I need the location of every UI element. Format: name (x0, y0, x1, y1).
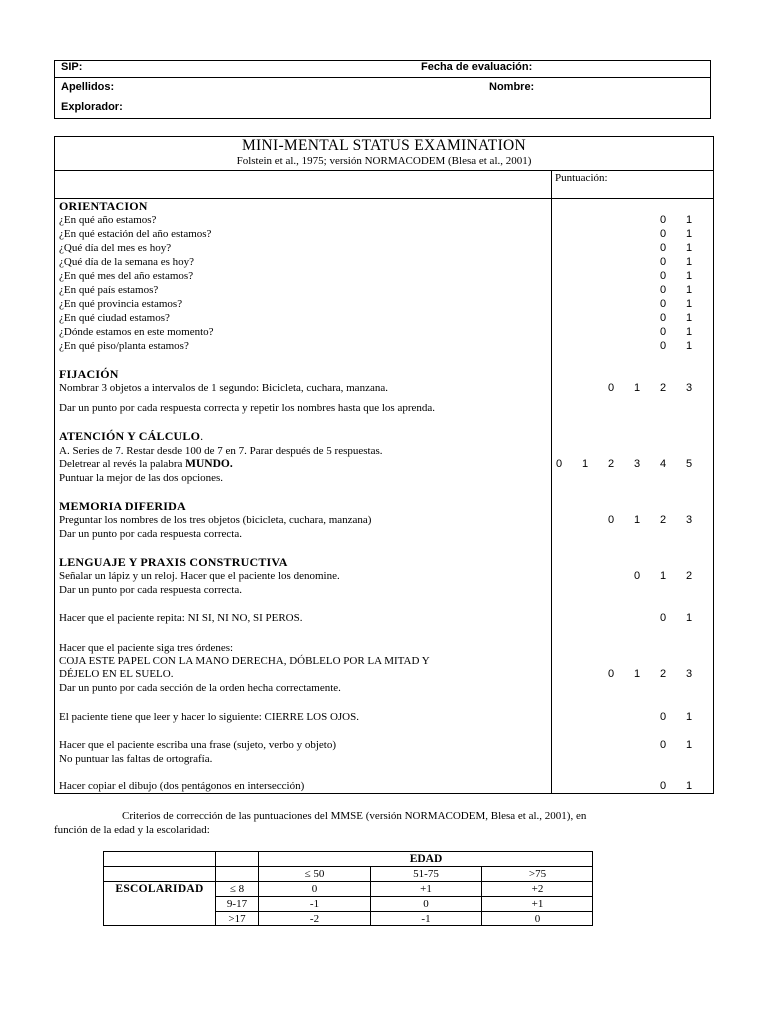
score-option[interactable]: 4 (659, 458, 667, 470)
score-option[interactable]: 3 (633, 458, 641, 470)
score-option[interactable]: 0 (659, 228, 667, 240)
orientacion-question: ¿En qué ciudad estamos? (59, 312, 170, 324)
explorador-field[interactable]: Explorador: (61, 101, 123, 113)
criterios-text-line2: función de la edad y la escolaridad: (54, 824, 210, 836)
score-option[interactable]: 1 (685, 312, 693, 324)
score-option[interactable]: 1 (685, 214, 693, 226)
atencion-series-instruction: A. Series de 7. Restar desde 100 de 7 en 7. Parar después de 5 respuestas. (59, 445, 383, 457)
lenguaje-lapiz-instruction: Señalar un lápiz y un reloj. Hacer que el paciente los denomine. (59, 570, 340, 582)
score-option[interactable]: 1 (685, 298, 693, 310)
lenguaje-ordenes-intro: Hacer que el paciente siga tres órdenes: (59, 642, 234, 654)
table-cell: +1 (420, 883, 432, 895)
score-option[interactable]: 0 (607, 668, 615, 680)
nombre-field[interactable]: Nombre: (489, 81, 535, 93)
table-cell: 0 (534, 913, 541, 925)
score-option[interactable]: 3 (685, 382, 693, 394)
score-option[interactable]: 2 (659, 514, 667, 526)
score-option[interactable]: 1 (633, 514, 641, 526)
score-option[interactable]: 1 (581, 458, 589, 470)
score-option[interactable]: 0 (659, 612, 667, 624)
exam-title: MINI-MENTAL STATUS EXAMINATION (241, 137, 527, 154)
orientacion-question: ¿En qué piso/planta estamos? (59, 340, 189, 352)
age-header-51-75: 51-75 (413, 868, 439, 880)
score-option[interactable]: 2 (685, 570, 693, 582)
table-cell: 0 (311, 883, 318, 895)
memoria-scoring-note: Dar un punto por cada respuesta correcta. (59, 528, 242, 540)
score-option[interactable]: 3 (685, 514, 693, 526)
table-cell: -2 (309, 913, 320, 925)
score-option[interactable]: 1 (659, 570, 667, 582)
score-option[interactable]: 0 (659, 298, 667, 310)
score-option[interactable]: 0 (659, 312, 667, 324)
orientacion-question: ¿En qué estación del año estamos? (59, 228, 212, 240)
score-option[interactable]: 0 (555, 458, 563, 470)
section-memoria-title: MEMORIA DIFERIDA (59, 499, 186, 513)
score-option[interactable]: 1 (685, 326, 693, 338)
score-option[interactable]: 0 (659, 256, 667, 268)
section-orientacion-title: ORIENTACION (59, 199, 148, 213)
score-option[interactable]: 1 (685, 284, 693, 296)
score-option[interactable]: 0 (633, 570, 641, 582)
table-cell: +2 (531, 883, 544, 895)
table-cell: 0 (423, 898, 429, 910)
score-option[interactable]: 0 (659, 780, 667, 792)
header-row-divider (55, 198, 713, 199)
score-option[interactable]: 1 (685, 270, 693, 282)
score-column-divider (551, 170, 552, 793)
score-option[interactable]: 1 (685, 228, 693, 240)
score-option[interactable]: 1 (685, 711, 693, 723)
sip-field[interactable]: SIP: (61, 61, 83, 73)
lenguaje-frase-instruction: Hacer que el paciente escriba una frase (sujeto, verbo y objeto) (59, 739, 337, 751)
fijacion-scoring-note: Dar un punto por cada respuesta correcta y repetir los nombres hasta que los aprenda. (59, 402, 435, 414)
section-atencion-title: ATENCIÓN Y CÁLCULO. (59, 429, 204, 443)
score-option[interactable]: 1 (685, 780, 693, 792)
edu-row-2-label: 9-17 (226, 898, 248, 910)
edu-row-3-label: >17 (228, 913, 246, 925)
orientacion-question: ¿En qué país estamos? (59, 284, 159, 296)
atencion-mundo-word: MUNDO. (185, 458, 233, 470)
criterios-text-line1: Criterios de corrección de las puntuaciones del MMSE (versión NORMACODEM, Blesa et al., 2001), en (122, 810, 587, 822)
atencion-mundo-text: Deletrear al revés la palabra (59, 458, 186, 470)
edu-row-1-label: ≤ 8 (229, 883, 245, 895)
lenguaje-repita-instruction: Hacer que el paciente repita: NI SI, NI NO, SI PEROS. (59, 612, 303, 624)
lenguaje-copiar-instruction: Hacer copiar el dibujo (dos pentágonos en intersección) (59, 780, 305, 792)
score-option[interactable]: 2 (659, 382, 667, 394)
section-fijacion-title: FIJACIÓN (59, 367, 119, 381)
score-option[interactable]: 3 (685, 668, 693, 680)
orientacion-question: ¿Qué día del mes es hoy? (59, 242, 172, 254)
header-divider (55, 77, 710, 78)
score-option[interactable]: 0 (659, 340, 667, 352)
orientacion-question: ¿Qué día de la semana es hoy? (59, 256, 194, 268)
fijacion-instruction: Nombrar 3 objetos a intervalos de 1 segundo: Bicicleta, cuchara, manzana. (59, 382, 388, 394)
lenguaje-ordenes-command-2: DÉJELO EN EL SUELO. (59, 668, 174, 680)
table-cell: -1 (309, 898, 320, 910)
orientacion-question: ¿En qué provincia estamos? (59, 298, 183, 310)
title-divider (55, 170, 713, 171)
exam-subtitle: Folstein et al., 1975; versión NORMACODEM (Blesa et al., 2001) (236, 155, 532, 167)
score-option[interactable]: 2 (659, 668, 667, 680)
patient-header-box (54, 60, 711, 119)
lenguaje-leer-instruction: El paciente tiene que leer y hacer lo siguiente: CIERRE LOS OJOS. (59, 711, 359, 723)
age-header-le50: ≤ 50 (304, 868, 325, 880)
lenguaje-lapiz-note: Dar un punto por cada respuesta correcta. (59, 584, 242, 596)
lenguaje-ordenes-command-1: COJA ESTE PAPEL CON LA MANO DERECHA, DÓBLELO POR LA MITAD Y (59, 655, 430, 667)
orientacion-question: ¿En qué año estamos? (59, 214, 157, 226)
score-option[interactable]: 1 (685, 256, 693, 268)
age-header-gt75: >75 (528, 868, 547, 880)
lenguaje-ordenes-note: Dar un punto por cada sección de la orden hecha correctamente. (59, 682, 341, 694)
score-option[interactable]: 0 (659, 214, 667, 226)
apellidos-field[interactable]: Apellidos: (61, 81, 115, 93)
score-option[interactable]: 0 (607, 382, 615, 394)
score-option[interactable]: 0 (659, 326, 667, 338)
score-option[interactable]: 0 (607, 514, 615, 526)
fecha-evaluacion-field[interactable]: Fecha de evaluación: (421, 61, 533, 73)
score-option[interactable]: 0 (659, 270, 667, 282)
score-option[interactable]: 1 (685, 739, 693, 751)
orientacion-question: ¿En qué mes del año estamos? (59, 270, 194, 282)
age-correction-table (103, 851, 593, 926)
score-option[interactable]: 0 (659, 242, 667, 254)
escolaridad-label: ESCOLARIDAD (115, 883, 204, 895)
orientacion-question: ¿Dónde estamos en este momento? (59, 326, 214, 338)
score-option[interactable]: 0 (659, 739, 667, 751)
mmse-form (54, 136, 714, 794)
table-cell: +1 (531, 898, 544, 910)
score-option[interactable]: 2 (607, 458, 615, 470)
score-option[interactable]: 1 (685, 612, 693, 624)
score-option[interactable]: 1 (633, 382, 641, 394)
atencion-mundo-instruction (59, 458, 233, 471)
atencion-title-text: ATENCIÓN Y CÁLCULO (59, 429, 201, 443)
atencion-scoring-note: Puntuar la mejor de las dos opciones. (59, 472, 224, 484)
score-option[interactable]: 0 (659, 711, 667, 723)
section-lenguaje-title: LENGUAJE Y PRAXIS CONSTRUCTIVA (59, 555, 288, 569)
score-option[interactable]: 1 (633, 668, 641, 680)
lenguaje-frase-note: No puntuar las faltas de ortografía. (59, 753, 213, 765)
table-cell: -1 (421, 913, 431, 925)
edad-header: EDAD (409, 853, 443, 865)
puntuacion-label: Puntuación: (555, 172, 608, 184)
memoria-instruction: Preguntar los nombres de los tres objetos (bicicleta, cuchara, manzana) (59, 514, 372, 526)
score-option[interactable]: 1 (685, 340, 693, 352)
score-option[interactable]: 0 (659, 284, 667, 296)
score-option[interactable]: 1 (685, 242, 693, 254)
score-option[interactable]: 5 (685, 458, 693, 470)
